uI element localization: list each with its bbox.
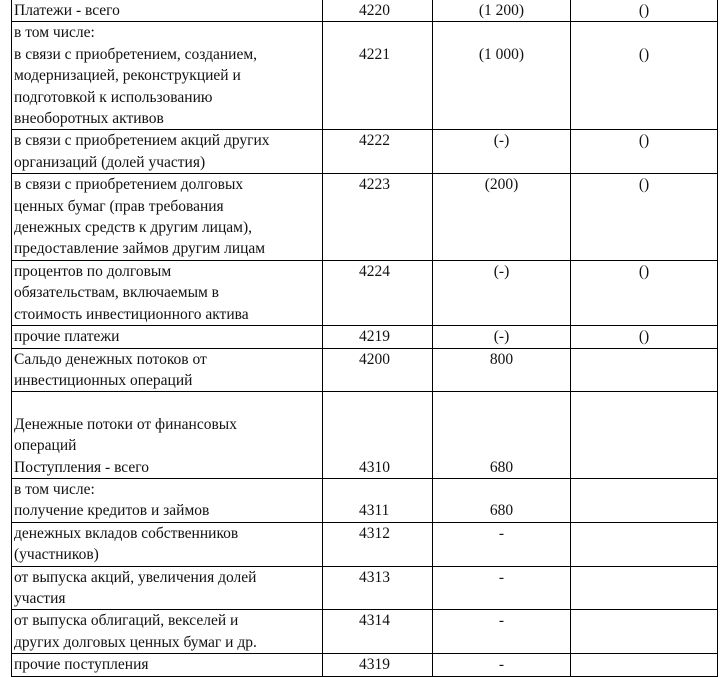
row-code: 4222: [323, 130, 433, 174]
row-code: 4200: [323, 348, 433, 392]
table-row-receipts-other: [12, 654, 718, 676]
label-line: внеоборотных активов: [14, 110, 164, 128]
current-period-value: 680: [433, 478, 571, 522]
previous-period-value: (): [571, 260, 718, 325]
label-line: ценных бумаг (прав требования: [14, 197, 224, 215]
row-code: 4314: [323, 610, 433, 654]
row-label: [12, 478, 323, 522]
section-heading: операций: [14, 437, 77, 455]
table-row-payments-interest: [12, 260, 718, 325]
table-row-receipts-loans: [12, 478, 718, 522]
current-period-value: -: [433, 654, 571, 676]
row-code: 4312: [323, 522, 433, 566]
label-line: предоставление займов другим лицам: [14, 240, 266, 258]
label-line: [14, 392, 320, 413]
table-row-financing-receipts-total: [12, 392, 718, 479]
label-line: прочие поступления: [14, 656, 149, 674]
label-line: других долговых ценных бумаг и др.: [14, 633, 257, 651]
row-code: 4224: [323, 260, 433, 325]
label-line: в связи с приобретением, созданием,: [14, 45, 258, 63]
current-period-value: -: [433, 566, 571, 610]
label-line: Сальдо денежных потоков от: [14, 350, 207, 368]
row-code: 4219: [323, 326, 433, 348]
row-label: [12, 260, 323, 325]
label-line: стоимость инвестиционного актива: [14, 305, 249, 323]
previous-period-value: (): [571, 130, 718, 174]
current-period-value: 680: [433, 392, 571, 479]
cash-flow-table: [11, 0, 718, 677]
label-line: в связи с приобретением долговых: [14, 176, 244, 194]
previous-period-value: (): [571, 174, 718, 261]
previous-period-value: [571, 348, 718, 392]
cash-flow-statement: [11, 0, 718, 677]
table-row-receipts-share-issue: [12, 566, 718, 610]
label-line: организаций (долей участия): [14, 153, 206, 171]
previous-period-value: (): [571, 326, 718, 348]
row-label: [12, 522, 323, 566]
current-period-value: (200): [433, 174, 571, 261]
label-line: денежных вкладов собственников: [14, 524, 239, 542]
label-line: от выпуска акций, увеличения долей: [14, 568, 257, 586]
label-line: от выпуска облигаций, векселей и: [14, 612, 239, 630]
current-period-value: (-): [433, 260, 571, 325]
label-line: обязательствам, включаемым в: [14, 284, 219, 302]
previous-period-value: [571, 654, 718, 676]
label-line: подготовкой к использованию: [14, 88, 213, 106]
current-period-value: (-): [433, 130, 571, 174]
row-label: [12, 22, 323, 130]
table-row-receipts-owner-contributions: [12, 522, 718, 566]
row-label: [12, 566, 323, 610]
previous-period-value: (): [571, 22, 718, 130]
label-line: участия: [14, 589, 66, 607]
label-line: денежных средств к другим лицам),: [14, 219, 252, 237]
current-period-value: (-): [433, 326, 571, 348]
label-line: процентов по долговым: [14, 262, 172, 280]
label-line: получение кредитов и займов: [14, 502, 210, 520]
current-period-value: 800: [433, 348, 571, 392]
row-label: [12, 654, 323, 676]
label-line: в том числе:: [14, 24, 95, 42]
previous-period-value: [571, 522, 718, 566]
row-label: [12, 392, 323, 479]
table-row-payments-other: [12, 326, 718, 348]
row-label: [12, 174, 323, 261]
label-line: модернизацией, реконструкцией и: [14, 67, 241, 85]
row-code: 4311: [323, 478, 433, 522]
previous-period-value: (): [571, 0, 718, 22]
table-row-payments-noncurrent-assets: [12, 22, 718, 130]
current-period-value: (1 000): [433, 22, 571, 130]
label-line: прочие платежи: [14, 328, 120, 346]
label-line: в том числе:: [14, 480, 95, 498]
row-code: 4310: [323, 392, 433, 479]
table-row-payments-total: [12, 0, 718, 22]
section-heading: Денежные потоки от финансовых: [14, 415, 237, 433]
row-code: 4319: [323, 654, 433, 676]
row-code: 4223: [323, 174, 433, 261]
table-row-payments-debt-securities: [12, 174, 718, 261]
current-period-value: -: [433, 610, 571, 654]
label-line: в связи с приобретением акций других: [14, 132, 270, 150]
row-label: [12, 130, 323, 174]
row-code: 4221: [323, 22, 433, 130]
previous-period-value: [571, 392, 718, 479]
table-row-receipts-bonds: [12, 610, 718, 654]
previous-period-value: [571, 566, 718, 610]
row-label: [12, 326, 323, 348]
label-line: Поступления - всего: [14, 458, 149, 476]
row-label: [12, 0, 323, 22]
current-period-value: (1 200): [433, 0, 571, 22]
row-label: [12, 610, 323, 654]
label-line: инвестиционных операций: [14, 371, 193, 389]
row-code: 4313: [323, 566, 433, 610]
table-row-payments-shares: [12, 130, 718, 174]
label-line: (участников): [14, 546, 99, 564]
row-code: 4220: [323, 0, 433, 22]
table-row-investing-balance: [12, 348, 718, 392]
current-period-value: -: [433, 522, 571, 566]
row-label: [12, 348, 323, 392]
label-line: Платежи - всего: [14, 2, 120, 19]
previous-period-value: [571, 610, 718, 654]
previous-period-value: [571, 478, 718, 522]
